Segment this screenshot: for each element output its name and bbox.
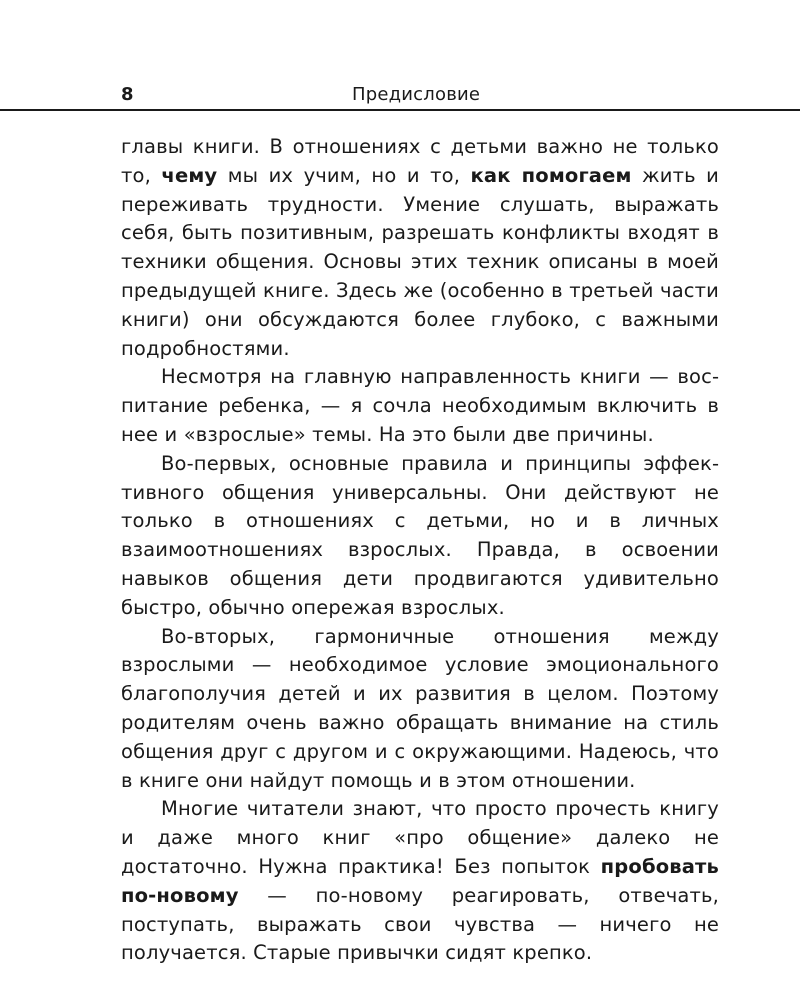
page-number: 8 [121, 84, 134, 105]
paragraph-1-text-3: жить и переживать трудности. Умение слушать, выражать себя, быть позитивным, разрешать конфликты входят в техники общения. Основы этих техник описаны в моей предыдущей книге. Здесь же (особенно в третьей части книги) они обсуждаются более глубоко, с важными подробностями. [121, 163, 720, 360]
paragraph-5-text-2: — по-новому реагировать, отвечать, поступать, выражать свои чувства — ничего не получается. Старые привычки сидят крепко. [121, 883, 719, 965]
paragraph-5-text-1: Многие читатели знают, что просто прочесть книгу и даже много книг «про общение» далеко не достаточно. Нужна практика! Без попыток [121, 797, 719, 878]
paragraph-4: Во-вторых, гармоничные отношения между взрослыми — необходимое условие эмоционального благополучия детей и их развития в целом. Поэтому родителям очень важно обращать внимание на стиль общения друг с другом и с окружающими. Надеюсь, что в книге они найдут помощь и в этом отношении. [121, 624, 719, 792]
running-title: Предисловие [352, 84, 481, 105]
paragraph-2: Несмотря на главную направленность книги — воспитание ребенка, — я сочла необходимым включить в нее и «взрослые» темы. На это были две причины. [121, 365, 719, 446]
paragraph-1-text-1: главы книги. В отношениях с детьми важно не только то, [121, 135, 719, 187]
page-header [0, 0, 800, 110]
paragraph-1-bold-1: чему [161, 163, 218, 187]
paragraph-5 [121, 795, 719, 968]
paragraph-1 [121, 133, 719, 363]
paragraph-1-bold-2: как помогаем [470, 163, 632, 187]
header-rule [0, 109, 800, 111]
paragraph-5-bold-1: пробовать по-новому [121, 854, 719, 907]
page-body [121, 133, 719, 968]
paragraph-3: Во-первых, основные правила и принципы эффективного общения универсальны. Они действуют не только в отношениях с детьми, но и в личных взаимоотношениях взрослых. Правда, в освоении навыков общения дети продвигаются удивительно быстро, обычно опережая взрослых. [121, 451, 719, 619]
paragraph-1-text-2: мы их учим, но и то, [217, 163, 471, 187]
